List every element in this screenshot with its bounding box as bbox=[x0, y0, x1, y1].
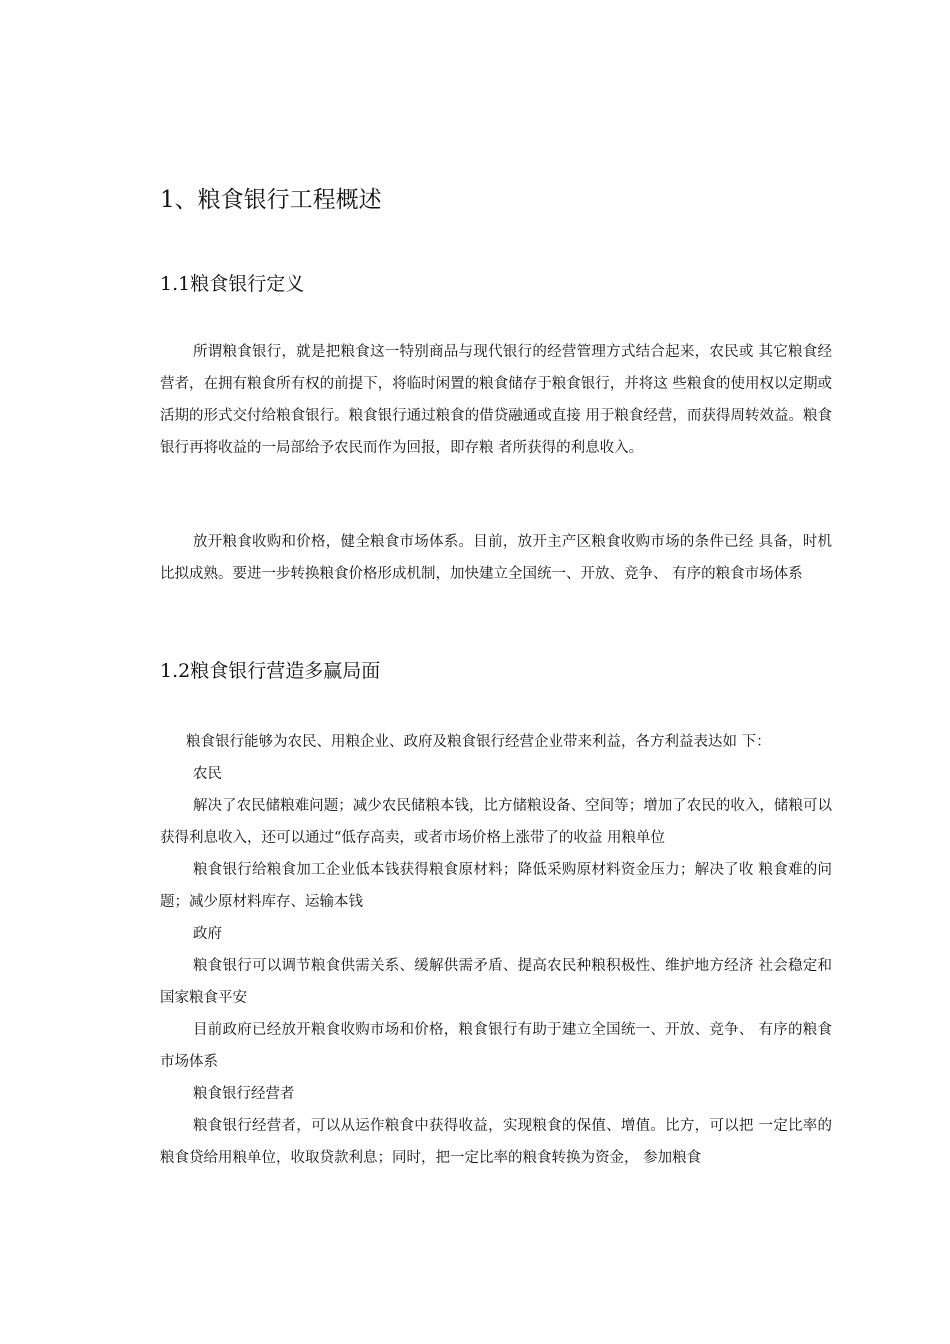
definition-paragraph: 所谓粮食银行，就是把粮食这一特别商品与现代银行的经营管理方式结合起来，农民或 其它粮食经营者，在拥有粮食所有权的前提下，将临时闲置的粮食储存于粮食银行，并将这 些粮食的使用权以定期或活期的形式交付给粮食银行。粮食银行通过粮食的借贷融通或直接 用于粮食经营，而获得周转效益。粮食银行再将收益的一局部给予农民而作为回报，即存粮 者所获得的利息收入。 bbox=[160, 344, 832, 456]
operator-label: 粮食银行经营者 bbox=[193, 1086, 295, 1102]
market-paragraph: 放开粮食收购和价格，健全粮食市场体系。目前，放开主产区粮食收购市场的条件已经 具备，时机比拟成熟。要进一步转换粮食价格形成机制，加快建立全国统一、开放、竞争、 有序的粮食市场体系 bbox=[160, 534, 832, 582]
farmer-label: 农民 bbox=[193, 766, 222, 782]
farmer-benefits: 解决了农民储粮难问题；减少农民储粮本钱，比方储粮设备、空间等；增加了农民的收入，储粮可以获得利息收入，还可以通过“低存高卖，或者市场价格上涨带了的收益 用粮单位 bbox=[160, 798, 832, 846]
main-heading: 1、粮食银行工程概述 bbox=[160, 187, 382, 213]
benefits-block bbox=[160, 726, 832, 1174]
government-benefits-2: 目前政府已经放开粮食收购市场和价格，粮食银行有助于建立全国统一、开放、竞争、 有序的粮食市场体系 bbox=[160, 1022, 832, 1070]
enterprise-benefits: 粮食银行给粮食加工企业低本钱获得粮食原材料；降低采购原材料资金压力；解决了收 粮食难的问题；减少原材料库存、运输本钱 bbox=[160, 862, 832, 910]
government-label: 政府 bbox=[193, 926, 222, 942]
government-benefits-1: 粮食银行可以调节粮食供需关系、缓解供需矛盾、提高农民种粮积极性、维护地方经济 社会稳定和国家粮食平安 bbox=[160, 958, 832, 1006]
section-1-2-title: 1.2粮食银行营造多赢局面 bbox=[160, 660, 381, 682]
operator-benefits: 粮食银行经营者，可以从运作粮食中获得收益，实现粮食的保值、增值。比方，可以把 一定比率的粮食贷给用粮单位，收取贷款利息；同时，把一定比率的粮食转换为资金， 参加粮食 bbox=[160, 1118, 832, 1166]
benefits-intro: 粮食银行能够为农民、用粮企业、政府及粮食银行经营企业带来利益，各方利益表达如 下： bbox=[186, 734, 771, 750]
section-1-1-title: 1.1粮食银行定义 bbox=[160, 273, 305, 295]
